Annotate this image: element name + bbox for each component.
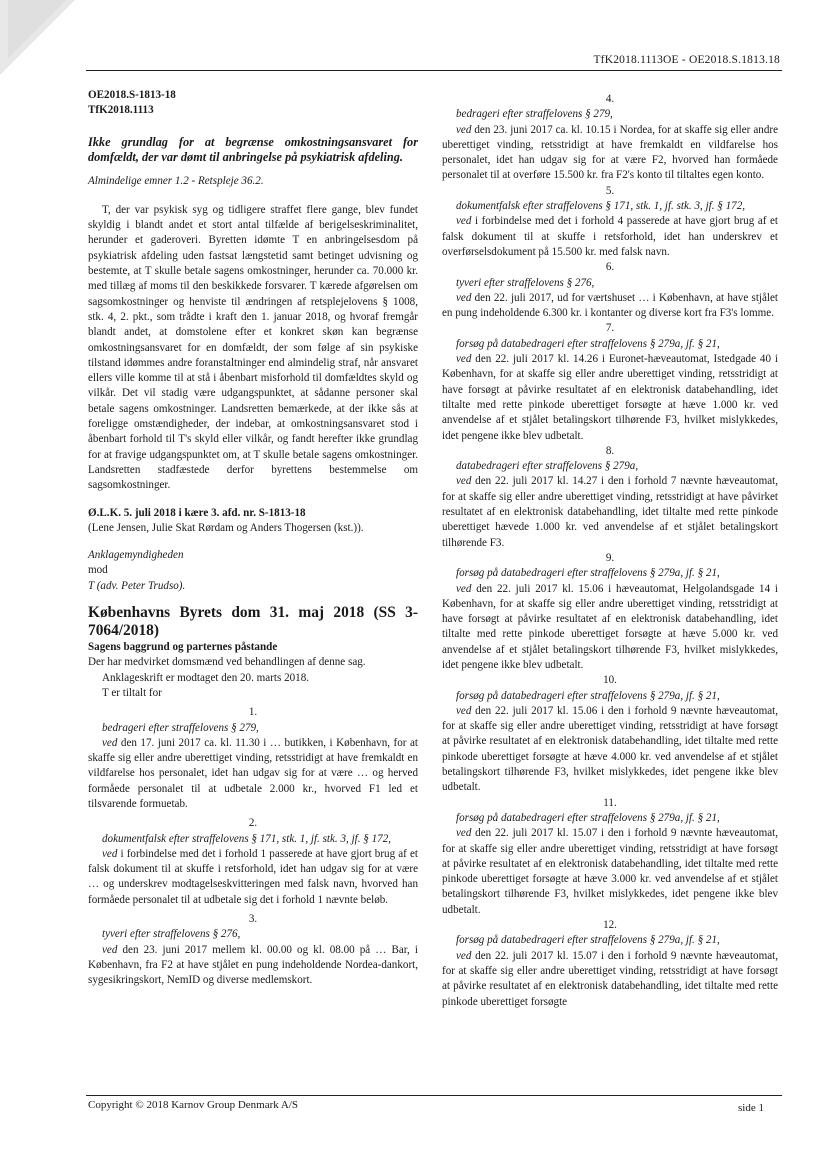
count-number: 1. (248, 706, 258, 719)
count-lead-word: ved (456, 123, 472, 136)
count-number: 3. (248, 913, 258, 926)
count-description (88, 736, 418, 812)
count-description (442, 291, 778, 322)
count-number: 6. (605, 261, 615, 274)
judges: (Lene Jensen, Julie Skat Rørdam og Anders Thogersen (kst.)). (88, 521, 364, 534)
count-number: 4. (605, 93, 615, 105)
count-text: den 22. juli 2017 kl. 15.06 i hæveautomat, Helgolandsgade 14 i København, for at skaffe sig eller andre uberettiget vinding, retsstridigt at have forsøgt at påvirke resultatet af en elektronisk databehandling, idet tiltalte med rette pinkode uberettiget forsøgte at hæve 5.000 kr. ved anvendelse af et stjålet betalingskort tilhørende F3, hvilket mislykkedes, idet pengene ikke blev udbetalt. (442, 582, 778, 671)
count-charge: databedrageri efter straffelovens § 279a, (456, 460, 639, 473)
count-description (88, 943, 418, 989)
count-lead-word: ved (456, 827, 472, 840)
count-lead-word: ved (456, 949, 472, 962)
count-charge: tyveri efter straffelovens § 276, (102, 928, 241, 941)
page-corner-shadow (8, 0, 66, 58)
count-charge: forsøg på databedrageri efter straffelovens § 279a, jf. § 21, (456, 934, 720, 947)
count-description (442, 949, 778, 1010)
count-description (442, 826, 778, 918)
count-number: 7. (605, 322, 615, 335)
charge-count (442, 260, 778, 321)
count-description (442, 352, 778, 444)
intro-line: Anklageskrift er modtaget den 20. marts 2018. (102, 671, 310, 684)
count-lead-word: ved (456, 353, 472, 366)
charge-count (88, 705, 418, 812)
count-number: 10. (603, 674, 617, 687)
count-charge: bedrageri efter straffelovens § 279, (102, 721, 259, 734)
count-text: den 23. juni 2017 ca. kl. 10.15 i Nordea, for at skaffe sig eller andre uberettiget vinding, retsstridigt at have fremkaldt en vildfarelse hos personalet, idet han udgav sig for at være F2, hvorved han formåede personalet til at overføre 15.500 kr. fra F2's konto til tiltaltes egen konto. (442, 123, 778, 182)
count-lead-word: ved (102, 847, 118, 860)
charge-count (88, 912, 418, 988)
running-header: TfK2018.1113OE - OE2018.S.1813.18 (593, 54, 780, 66)
party-prosecution: Anklagemyndigheden (88, 549, 184, 562)
charge-count (442, 673, 778, 795)
left-column (88, 88, 418, 989)
count-lead-word: ved (456, 704, 472, 717)
count-number: 12. (603, 919, 617, 932)
headnote: Ikke grundlag for at begrænse omkostningsansvaret for domfældt, der var dømt til anbringelse på psykiatrisk afdeling. (88, 134, 418, 164)
party-versus: mod (88, 564, 108, 577)
count-description (442, 582, 778, 674)
count-number: 9. (605, 551, 615, 564)
charge-list (442, 92, 778, 1010)
party-defendant: T (adv. Peter Trudso). (88, 579, 186, 592)
court-judgment-title: Københavns Byrets dom 31. maj 2018 (SS 3-7064/2018) (88, 604, 418, 640)
count-number: 5. (605, 184, 615, 197)
count-description (88, 847, 418, 908)
count-text: den 22. juli 2017 kl. 14.27 i den i forhold 7 nævnte hæveautomat, for at skaffe sig eller andre uberettiget vinding, retsstridigt at have påvirket resultatet af en elektronisk databehandling, idet tiltalte med rette pinkode uberettiget hævede 1.000 kr. ved anvendelse af et stjålet betalingskort tilhørende F3. (442, 475, 778, 549)
page-number: side 1 (738, 1102, 764, 1114)
count-text: den 22. juli 2017, ud for værtshuset … i København, at have stjålet en pung indeholdende 6.300 kr. i kontanter og diverse kort fra F3's lomme. (442, 291, 778, 320)
count-description (442, 474, 778, 550)
count-text: den 22. juli 2017 kl. 15.06 i den i forhold 9 nævnte hæveautomat, for at skaffe sig eller andre uberettiget vinding, retsstridigt at have forsøgt at påvirke resultatet af en elektronisk databehandling, idet tiltalte med rette pinkode uberettiget forsøgte at hæve 4.000 kr. ved anvendelse af et stjålet betalingskort tilhørende F3, hvilket mislykkedes, idet pengene ikke blev udbetalt. (442, 704, 778, 794)
count-text: i forbindelse med det i forhold 1 passerede at have gjort brug af et falsk dokument til at skuffe i retsforhold, idet han udgav sig for at være … og underskrev modtagelseskvitteringen med falsk navn, hvorved han formåede personalet til at udbetale sig det i forhold 1 nævnte beløb. (88, 847, 418, 906)
count-lead-word: ved (456, 475, 472, 488)
count-text: den 23. juni 2017 mellem kl. 00.00 og kl. 08.00 på … Bar, i København, fra F2 at have stjålet en pung indeholdende Nordea-dankort, sygesikringskort, NemID og diverse medlemskort. (88, 943, 418, 987)
count-charge: forsøg på databedrageri efter straffelovens § 279a, jf. § 21, (456, 567, 720, 580)
count-text: den 22. juli 2017 kl. 15.07 i den i forhold 9 nævnte hæveautomat, for at skaffe sig eller andre uberettiget vinding, retsstridigt at have forsøgt at påvirke resultatet af en elektronisk databehandling, idet tiltalte med rette pinkode uberettiget forsøgte at hæve 3.000 kr. ved anvendelse af et stjålet betalingskort tilhørende F3, hvilket mislykkedes, idet pengene ikke blev udbetalt. (442, 827, 778, 916)
publication-id: TfK2018.1113 (88, 104, 154, 117)
count-charge: forsøg på databedrageri efter straffelovens § 279a, jf. § 21, (456, 811, 720, 824)
section-title: Sagens baggrund og parternes påstande (88, 641, 278, 654)
count-lead-word: ved (456, 215, 472, 228)
count-charge: bedrageri efter straffelovens § 279, (456, 108, 613, 121)
right-column (442, 92, 778, 1010)
intro-line: T er tiltalt for (102, 686, 162, 699)
charge-count (442, 92, 778, 184)
copyright: Copyright © 2018 Karnov Group Denmark A/S (88, 1099, 299, 1111)
count-text: den 22. juli 2017 kl. 14.26 i Euronet-hæveautomat, Istedgade 40 i København, for at skaffe sig eller andre uberettiget vinding, retsstridigt at have forsøgt at påvirke resultatet af en elektronisk databehandling, idet tiltalte med rette pinkode uberettiget forsøgte at hæve 1.000 kr. ved anvendelse af et stjålet betalingskort tilhørende F3, hvilket mislykkedes, idet pengene ikke blev udbetalt. (442, 353, 778, 442)
count-lead-word: ved (456, 582, 472, 595)
charge-count (442, 918, 778, 1010)
count-lead-word: ved (102, 943, 118, 956)
count-number: 11. (603, 796, 617, 809)
count-charge: tyveri efter straffelovens § 276, (456, 276, 595, 289)
intro-line: Der har medvirket domsmænd ved behandlingen af denne sag. (88, 656, 366, 669)
charge-count (442, 184, 778, 260)
charge-list (88, 705, 418, 988)
case-id: OE2018.S-1813-18 (88, 89, 176, 101)
decision-citation: Ø.L.K. 5. juli 2018 i kære 3. afd. nr. S-1813-18 (88, 506, 306, 519)
count-number: 2. (248, 817, 258, 830)
count-charge: dokumentfalsk efter straffelovens § 171, stk. 1, jf. stk. 3, jf. § 172, (102, 832, 392, 845)
charge-count (442, 551, 778, 673)
count-number: 8. (605, 444, 615, 457)
count-description (442, 704, 778, 796)
count-text: den 22. juli 2017 kl. 15.07 i den i forhold 9 nævnte hæveautomat, for at skaffe sig eller andre uberettiget vinding, retsstridigt at have forsøgt at påvirke resultatet af en elektronisk databehandling, idet tiltalte med rette pinkode uberettiget forsøgte (442, 949, 778, 1008)
count-text: i forbindelse med det i forhold 4 passerede at have gjort brug af et falsk dokument til at skuffe i retsforhold, idet han underskrev et overførselsdokument på 15.500 kr. med falsk navn. (442, 215, 778, 258)
case-summary: T, der var psykisk syg og tidligere straffet flere gange, blev fundet skyldig i blandt andet et stort antal tilfælde af berigelseskriminalitet, herunder et gaderoveri. Byretten idømte T en anbringelsesdom på psykiatrisk afdeling uden fastsat længstetid samt betinget udvisning og bestemte, at T skulle betale sagens omkostninger, herunder ca. 70.000 kr. med tillæg af moms til den beskikkede forsvarer. T kærede afgørelsen om sagsomkostninger og henviste til ændringen af retsplejelovens § 1008, stk. 4, 2. pkt., som trådte i kraft den 1. januar 2018, og hvoraf fremgår blandt andet, at domstolene efter et konkret skøn kan begrænse omkostningsansvaret for en domfældt, der som følge af sin psykiske tilstand idømmes andre foranstaltninger end almindelig straf, når ansvaret ellers ville komme til at stå i åbenbart misforhold til domfældtes skyld og vilkår. Det vil stadig være udgangspunktet, at sådanne personer skal betale sagens omkostninger. Landsretten bemærkede, at der ikke sås at foreligge omstændigheder, der indebar, at omkostningsansvaret stod i åbenbart forhold til T's skyld eller vilkår, og fandt herefter ikke grundlag for at fravige udgangspunktet om, at T skulle betale sagens omkostninger. Landsretten stadfæstede derfor byrettens bestemmelse om sagsomkostninger. (88, 203, 418, 492)
count-lead-word: ved (456, 291, 472, 304)
count-charge: forsøg på databedrageri efter straffelovens § 279a, jf. § 21, (456, 689, 720, 702)
header-rule (86, 70, 782, 71)
footer-rule (86, 1095, 782, 1096)
charge-count (442, 796, 778, 918)
count-text: den 17. juni 2017 ca. kl. 11.30 i … butikken, i København, for at skaffe sig eller andre uberettiget vinding, retsstridigt at have fremkaldt en vildfarelse hos personalet, idet han udgav sig for at være … og herved formåede personalet til at udbetale 2.000 kr., hvorved F1 led et tilsvarende formuetab. (88, 736, 418, 810)
count-charge: dokumentfalsk efter straffelovens § 171, stk. 1, jf. stk. 3, jf. § 172, (456, 200, 746, 213)
count-charge: forsøg på databedrageri efter straffelovens § 279a, jf. § 21, (456, 337, 720, 350)
count-description (442, 123, 778, 184)
subject-classification: Almindelige emner 1.2 - Retspleje 36.2. (88, 174, 264, 187)
charge-count (442, 321, 778, 443)
charge-count (442, 444, 778, 551)
count-description (442, 214, 778, 260)
count-lead-word: ved (102, 736, 118, 749)
charge-count (88, 816, 418, 908)
